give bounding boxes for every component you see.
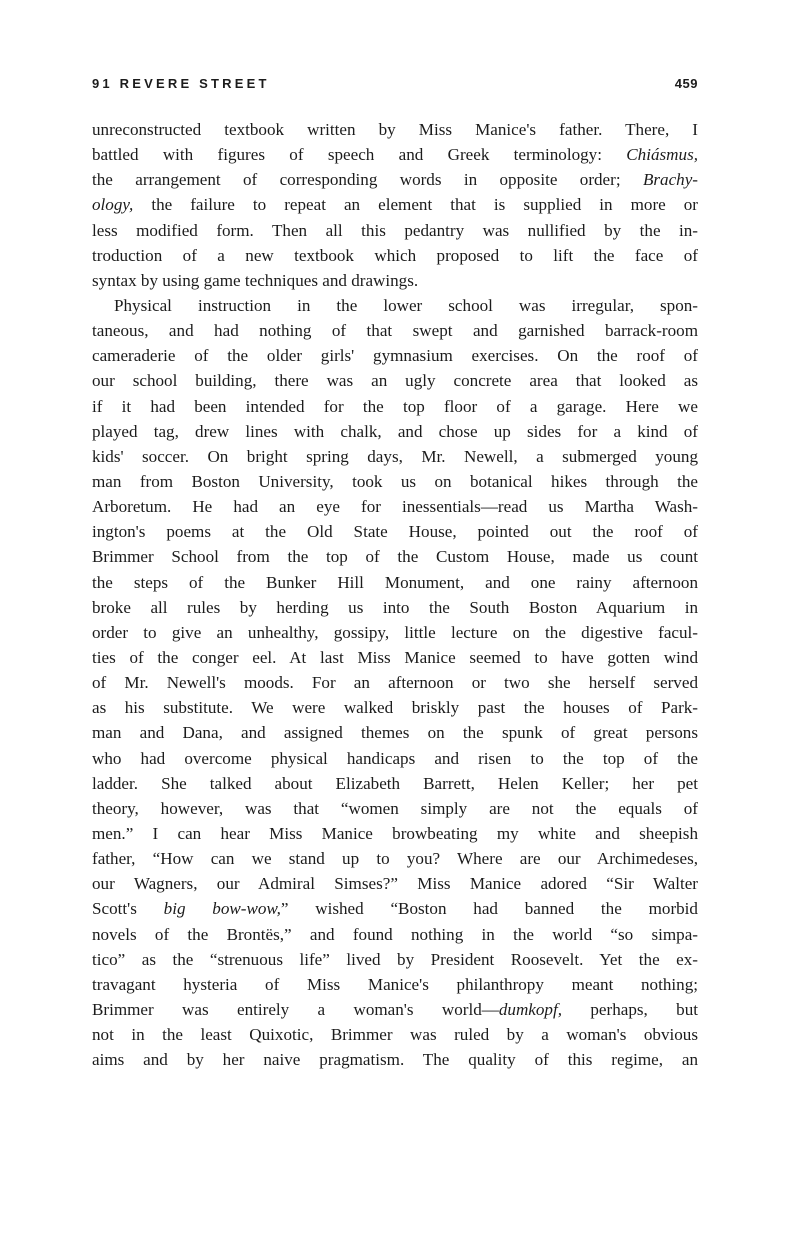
italic-term: big bow-wow, (163, 899, 281, 919)
text-segment: troduction of a new textbook which proposed to lift the face of (92, 245, 698, 265)
text-line (92, 922, 698, 947)
text-segment: novels of the Brontës,” and found nothing in the world “so simpa- (92, 924, 698, 944)
text-segment: our Wagners, our Admiral Simses?” Miss Manice adored “Sir Walter (92, 874, 698, 894)
text-line (92, 268, 698, 293)
text-segment: as his substitute. We were walked briskly past the houses of Park- (92, 698, 698, 718)
text-segment: the steps of the Bunker Hill Monument, and one rainy afternoon (92, 572, 698, 592)
text-segment: cameraderie of the older girls' gymnasium exercises. On the roof of (92, 346, 698, 366)
text-segment: kids' soccer. On bright spring days, Mr. Newell, a submerged young (92, 446, 698, 466)
text-segment: of Mr. Newell's moods. For an afternoon or two she herself served (92, 673, 698, 693)
text-segment: syntax by using game techniques and drawings. (92, 270, 419, 290)
text-line (92, 896, 698, 921)
text-segment: father, “How can we stand up to you? Where are our Archimedeses, (92, 849, 698, 869)
italic-term: ology, (92, 195, 134, 215)
text-line (92, 947, 698, 972)
text-segment: played tag, drew lines with chalk, and chose up sides for a kind of (92, 421, 698, 441)
text-line (92, 469, 698, 494)
text-segment: Brimmer School from the top of the Custom House, made us count (92, 547, 698, 567)
text-line (92, 343, 698, 368)
text-line (92, 293, 698, 318)
text-line (92, 746, 698, 771)
text-line (92, 544, 698, 569)
text-line (92, 645, 698, 670)
page-number: 459 (674, 76, 698, 91)
italic-term: Brachy- (642, 170, 698, 190)
text-segment: man and Dana, and assigned themes on the spunk of great persons (92, 723, 698, 743)
text-line (92, 771, 698, 796)
italic-term: Chiásmus, (626, 145, 698, 165)
text-segment: if it had been intended for the top floor of a garage. Here we (92, 396, 698, 416)
text-line (92, 318, 698, 343)
text-segment: who had overcome physical handicaps and risen to the top of the (92, 748, 698, 768)
text-line (92, 1022, 698, 1047)
text-line (92, 218, 698, 243)
text-line (92, 670, 698, 695)
text-segment: unreconstructed textbook written by Miss Manice's father. There, I (92, 120, 698, 139)
text-segment: battled with figures of speech and Greek terminology: (92, 145, 627, 165)
text-line (92, 796, 698, 821)
text-segment: order to give an unhealthy, gossipy, little lecture on the digestive facul- (92, 622, 698, 642)
text-line (92, 871, 698, 896)
text-line (92, 570, 698, 595)
text-segment: ties of the conger eel. At last Miss Manice seemed to have gotten wind (92, 647, 698, 667)
text-segment: ” wished “Boston had banned the morbid (280, 899, 698, 919)
text-segment: man from Boston University, took us on botanical hikes through the (92, 471, 698, 491)
text-segment: Scott's (92, 899, 164, 919)
text-segment: Brimmer was entirely a woman's world— (92, 999, 499, 1019)
text-segment: the failure to repeat an element that is supplied in more or (133, 195, 698, 215)
text-line (92, 243, 698, 268)
text-segment: our school building, there was an ugly concrete area that looked as (92, 371, 698, 391)
text-segment: not in the least Quixotic, Brimmer was ruled by a woman's obvious (92, 1025, 698, 1045)
text-line (92, 972, 698, 997)
text-line (92, 720, 698, 745)
text-line (92, 117, 698, 142)
text-line (92, 821, 698, 846)
text-segment: aims and by her naive pragmatism. The quality of this regime, an (92, 1050, 698, 1070)
text-line (92, 394, 698, 419)
text-line (92, 142, 698, 167)
text-segment: taneous, and had nothing of that swept and garnished barrack-room (92, 321, 698, 341)
text-line (92, 846, 698, 871)
text-segment: the arrangement of corresponding words in opposite order; (92, 170, 643, 190)
text-segment: tico” as the “strenuous life” lived by President Roosevelt. Yet the ex- (92, 949, 698, 969)
text-segment: broke all rules by herding us into the South Boston Aquarium in (92, 597, 698, 617)
text-line (92, 444, 698, 469)
text-segment: perhaps, but (562, 999, 698, 1019)
text-segment: travagant hysteria of Miss Manice's philanthropy meant nothing; (92, 974, 698, 994)
text-segment: Physical instruction in the lower school was irregular, spon- (114, 295, 698, 315)
text-line (92, 419, 698, 444)
text-segment: Arboretum. He had an eye for inessentials—read us Martha Wash- (92, 497, 698, 517)
text-segment: ington's poems at the Old State House, pointed out the roof of (92, 522, 698, 542)
text-line (92, 997, 698, 1022)
text-line (92, 695, 698, 720)
text-line (92, 494, 698, 519)
text-line (92, 595, 698, 620)
body-text (92, 117, 698, 1072)
text-segment: less modified form. Then all this pedantry was nullified by the in- (92, 220, 698, 240)
text-line (92, 1047, 698, 1072)
running-head (92, 76, 698, 96)
text-line (92, 368, 698, 393)
text-segment: ladder. She talked about Elizabeth Barrett, Helen Keller; her pet (92, 773, 698, 793)
running-head-title: 91 REVERE STREET (92, 76, 270, 91)
text-line (92, 167, 698, 192)
text-segment: theory, however, was that “women simply are not the equals of (92, 798, 698, 818)
text-line (92, 519, 698, 544)
text-line (92, 620, 698, 645)
text-line (92, 192, 698, 217)
text-segment: men.” I can hear Miss Manice browbeating my white and sheepish (92, 823, 698, 843)
italic-term: dumkopf, (498, 999, 563, 1019)
